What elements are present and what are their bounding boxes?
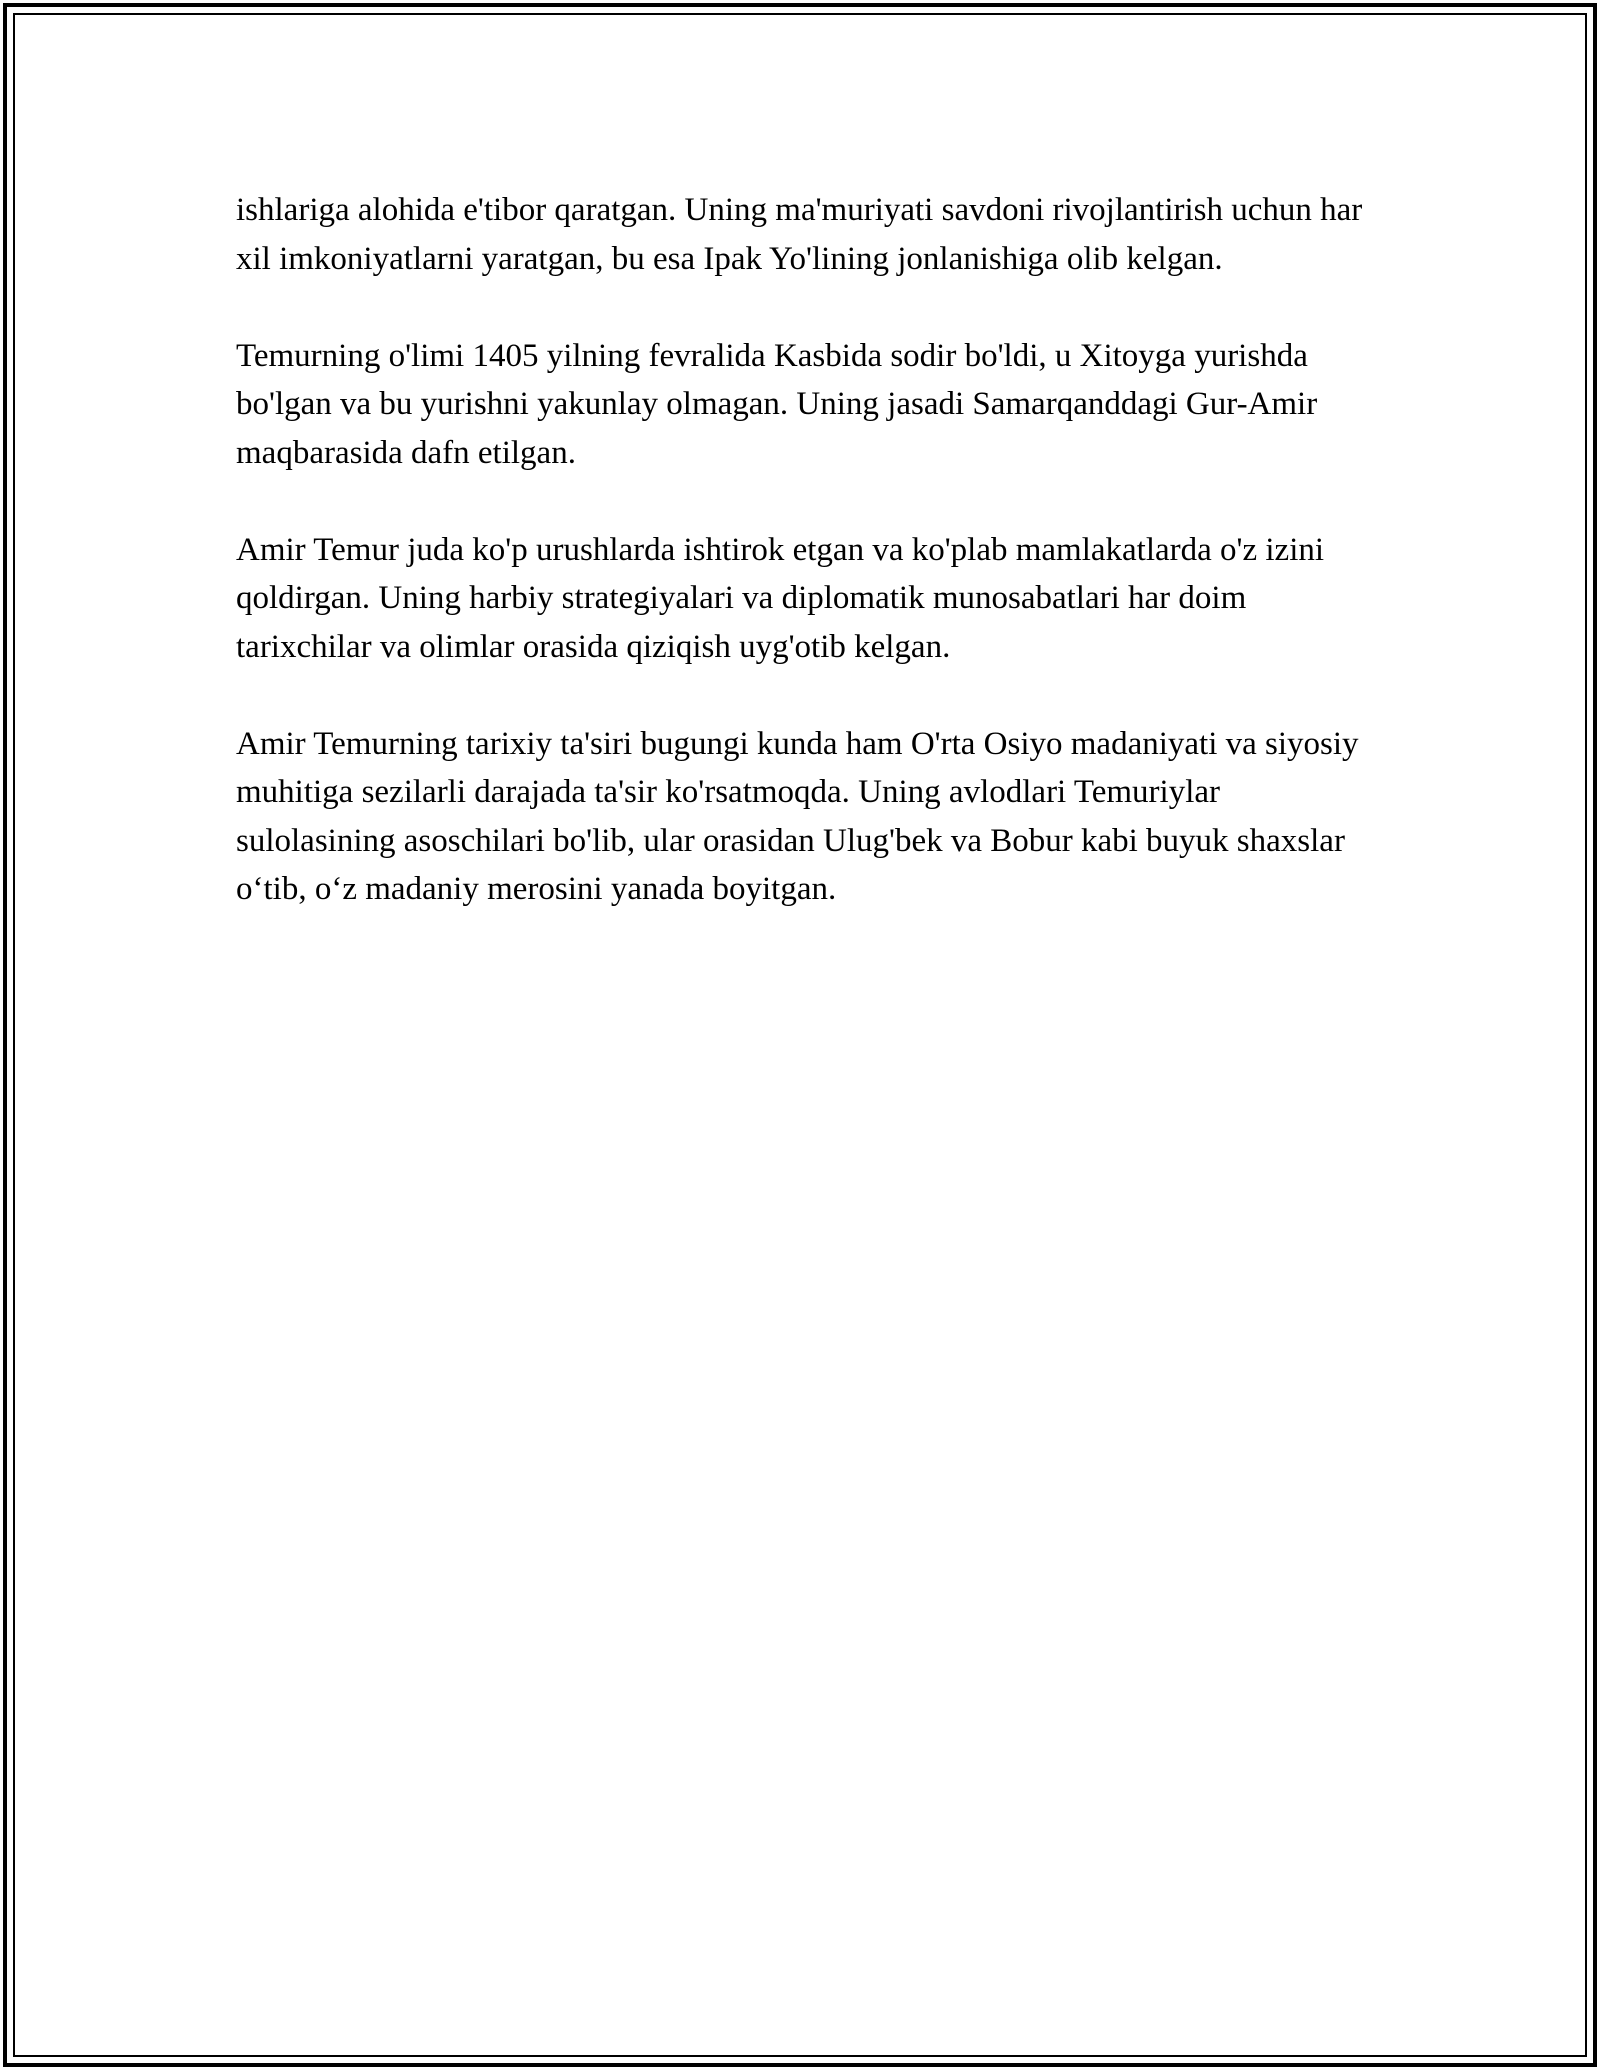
paragraph-trade: ishlariga alohida e'tibor qaratgan. Uning ma'muriyati savdoni rivojlantirish uchun har xil imkoniyatlarni yaratgan, bu esa Ipak Yo'lining jonlanishiga olib kelgan. bbox=[236, 192, 1363, 277]
paragraph-legacy: Amir Temurning tarixiy ta'siri bugungi kunda ham O'rta Osiyo madaniyati va siyosiy muhitiga sezilarli darajada ta'sir ko'rsatmoqda. Uning avlodlari Temuriylar sulolasining asoschilari bo'lib, ular orasidan Ulug'bek va Bobur kabi buyuk shaxslar o‘tib, o‘z madaniy merosini yanada boyitgan. bbox=[236, 725, 1359, 907]
paragraph-death: Temurning o'limi 1405 yilning fevralida Kasbida sodir bo'ldi, u Xitoyga yurishda bo'lgan va bu yurishni yakunlay olmagan. Uning jasadi Samarqanddagi Gur-Amir maqbarasida dafn etilgan. bbox=[236, 337, 1318, 471]
paragraph-wars: Amir Temur juda ko'p urushlarda ishtirok etgan va ko'plab mamlakatlarda o'z izini qoldirgan. Uning harbiy strategiyalari va diplomatik munosabatlari har doim tarixchilar va olimlar orasida qiziqish uyg'otib kelgan. bbox=[236, 531, 1325, 665]
document-body bbox=[236, 186, 1366, 962]
